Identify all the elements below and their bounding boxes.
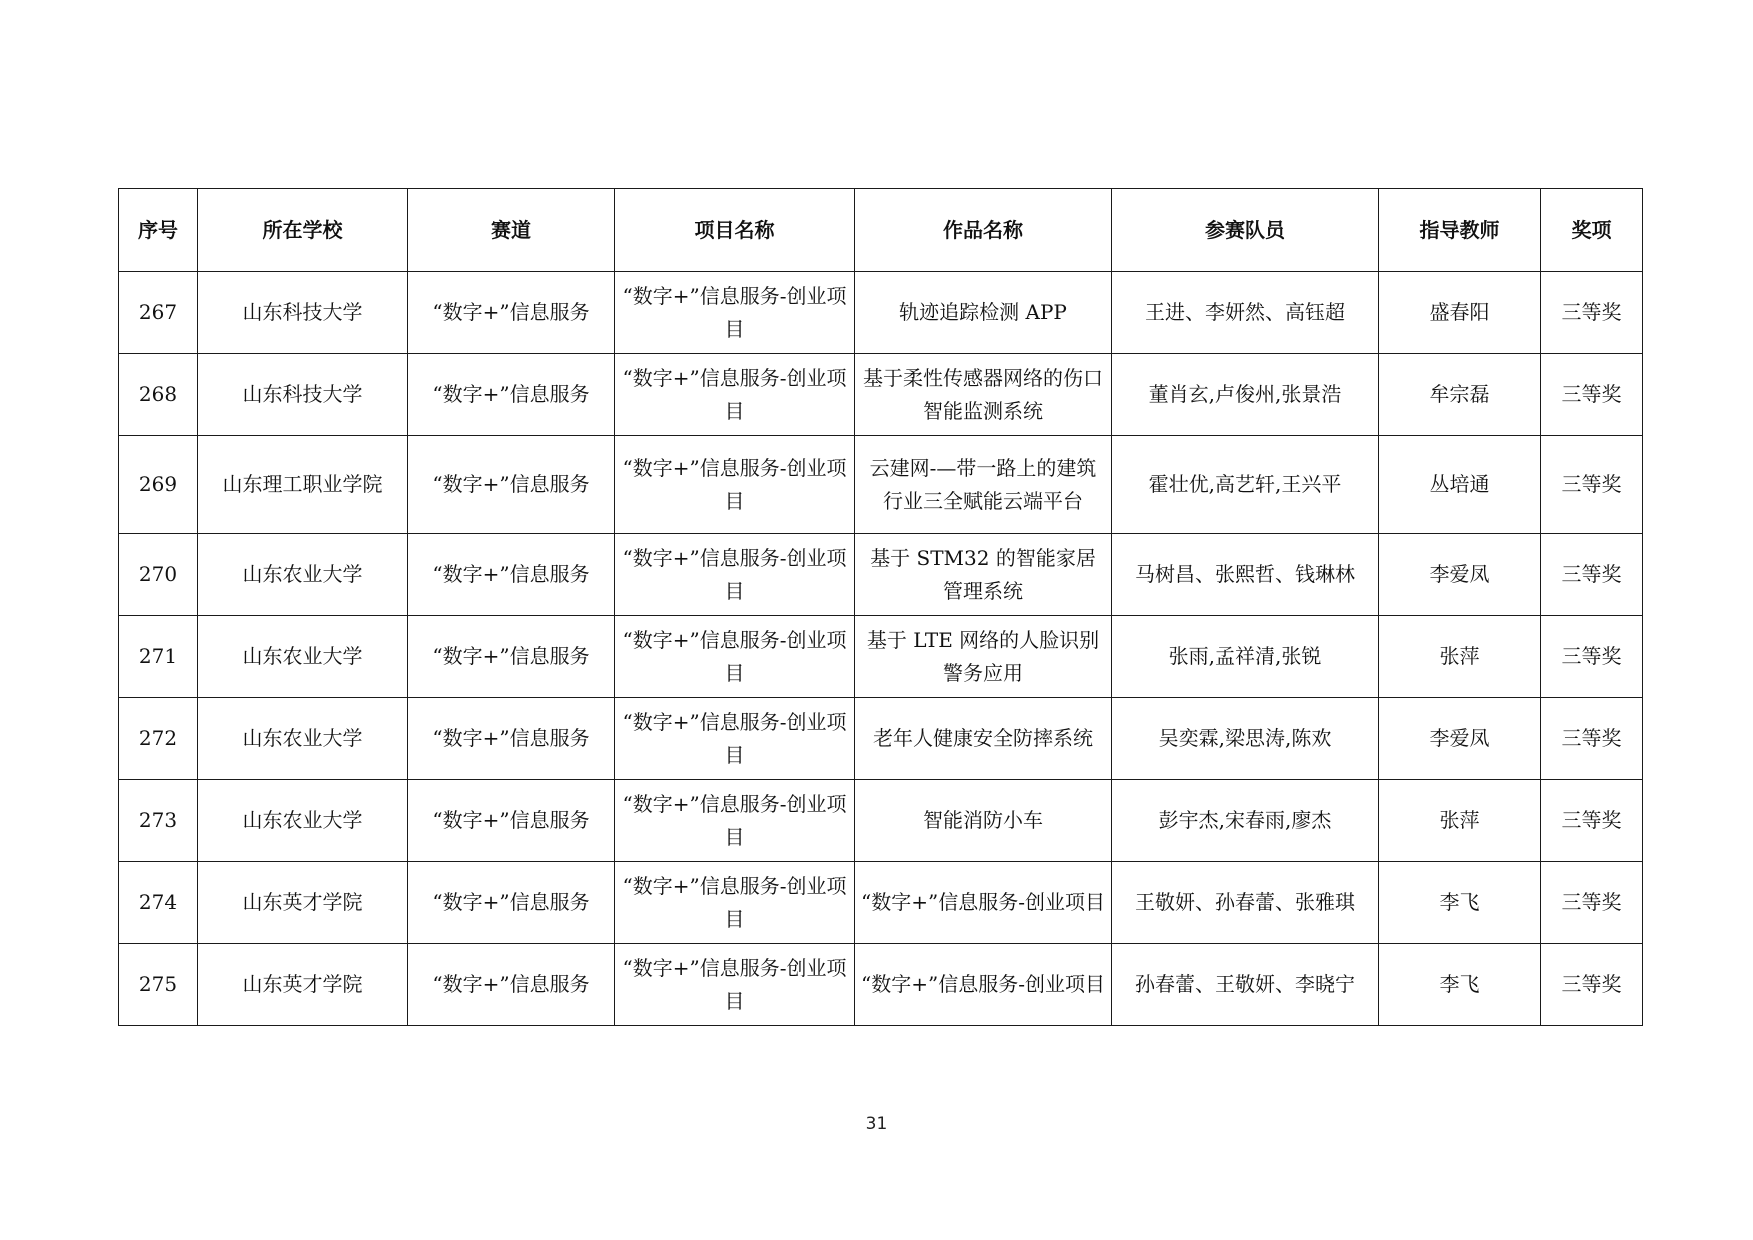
cell-award: 三等奖: [1541, 698, 1643, 780]
cell-track: “数字+”信息服务: [408, 862, 615, 944]
cell-project-name: “数字+”信息服务-创业项目: [615, 272, 855, 354]
cell-school: 山东农业大学: [198, 616, 408, 698]
cell-work-name: 老年人健康安全防摔系统: [855, 698, 1112, 780]
cell-project-name: “数字+”信息服务-创业项目: [615, 698, 855, 780]
cell-advisor: 李飞: [1379, 944, 1541, 1026]
cell-project-name: “数字+”信息服务-创业项目: [615, 862, 855, 944]
cell-advisor: 李飞: [1379, 862, 1541, 944]
cell-school: 山东农业大学: [198, 534, 408, 616]
cell-award: 三等奖: [1541, 272, 1643, 354]
cell-work-name: 智能消防小车: [855, 780, 1112, 862]
cell-school: 山东英才学院: [198, 944, 408, 1026]
cell-track: “数字+”信息服务: [408, 354, 615, 436]
cell-track: “数字+”信息服务: [408, 698, 615, 780]
cell-track: “数字+”信息服务: [408, 272, 615, 354]
cell-serial: 269: [119, 436, 198, 534]
table-row: [119, 862, 1643, 944]
header-track: 赛道: [408, 189, 615, 272]
cell-serial: 270: [119, 534, 198, 616]
cell-advisor: 牟宗磊: [1379, 354, 1541, 436]
cell-work-name: 基于 LTE 网络的人脸识别警务应用: [855, 616, 1112, 698]
page-number: 31: [865, 1114, 888, 1134]
cell-advisor: 丛培通: [1379, 436, 1541, 534]
cell-award: 三等奖: [1541, 436, 1643, 534]
cell-award: 三等奖: [1541, 944, 1643, 1026]
header-serial: 序号: [119, 189, 198, 272]
cell-work-name: “数字+”信息服务-创业项目: [855, 862, 1112, 944]
cell-advisor: 盛春阳: [1379, 272, 1541, 354]
cell-team-members: 霍壮优,高艺轩,王兴平: [1112, 436, 1379, 534]
table-row: [119, 354, 1643, 436]
table-row: [119, 944, 1643, 1026]
cell-work-name: 云建网-—带一路上的建筑行业三全赋能云端平台: [855, 436, 1112, 534]
cell-award: 三等奖: [1541, 862, 1643, 944]
cell-serial: 271: [119, 616, 198, 698]
cell-work-name: “数字+”信息服务-创业项目: [855, 944, 1112, 1026]
cell-advisor: 李爱凤: [1379, 698, 1541, 780]
table-row: [119, 272, 1643, 354]
cell-award: 三等奖: [1541, 354, 1643, 436]
cell-team-members: 王进、李妍然、高钰超: [1112, 272, 1379, 354]
cell-award: 三等奖: [1541, 616, 1643, 698]
table-row: [119, 616, 1643, 698]
header-project-name: 项目名称: [615, 189, 855, 272]
cell-advisor: 李爱凤: [1379, 534, 1541, 616]
cell-project-name: “数字+”信息服务-创业项目: [615, 436, 855, 534]
cell-school: 山东科技大学: [198, 354, 408, 436]
cell-work-name: 基于柔性传感器网络的伤口智能监测系统: [855, 354, 1112, 436]
header-team-members: 参赛队员: [1112, 189, 1379, 272]
cell-serial: 272: [119, 698, 198, 780]
cell-team-members: 董肖玄,卢俊州,张景浩: [1112, 354, 1379, 436]
cell-school: 山东农业大学: [198, 698, 408, 780]
cell-team-members: 彭宇杰,宋春雨,廖杰: [1112, 780, 1379, 862]
cell-serial: 274: [119, 862, 198, 944]
header-work-name: 作品名称: [855, 189, 1112, 272]
cell-track: “数字+”信息服务: [408, 534, 615, 616]
table-row: [119, 780, 1643, 862]
cell-track: “数字+”信息服务: [408, 436, 615, 534]
awards-table: [118, 188, 1643, 1026]
cell-project-name: “数字+”信息服务-创业项目: [615, 780, 855, 862]
cell-track: “数字+”信息服务: [408, 616, 615, 698]
cell-advisor: 张萍: [1379, 616, 1541, 698]
cell-project-name: “数字+”信息服务-创业项目: [615, 616, 855, 698]
header-advisor: 指导教师: [1379, 189, 1541, 272]
cell-school: 山东科技大学: [198, 272, 408, 354]
header-award: 奖项: [1541, 189, 1643, 272]
cell-serial: 267: [119, 272, 198, 354]
cell-team-members: 王敬妍、孙春蕾、张雅琪: [1112, 862, 1379, 944]
cell-team-members: 马树昌、张熙哲、钱琳林: [1112, 534, 1379, 616]
cell-serial: 275: [119, 944, 198, 1026]
table-row: [119, 534, 1643, 616]
table-header-row: [119, 189, 1643, 272]
cell-track: “数字+”信息服务: [408, 780, 615, 862]
cell-serial: 268: [119, 354, 198, 436]
header-school: 所在学校: [198, 189, 408, 272]
table-row: [119, 698, 1643, 780]
cell-project-name: “数字+”信息服务-创业项目: [615, 944, 855, 1026]
cell-award: 三等奖: [1541, 780, 1643, 862]
cell-advisor: 张萍: [1379, 780, 1541, 862]
cell-school: 山东理工职业学院: [198, 436, 408, 534]
cell-work-name: 基于 STM32 的智能家居管理系统: [855, 534, 1112, 616]
cell-project-name: “数字+”信息服务-创业项目: [615, 534, 855, 616]
cell-award: 三等奖: [1541, 534, 1643, 616]
cell-school: 山东农业大学: [198, 780, 408, 862]
cell-team-members: 张雨,孟祥清,张锐: [1112, 616, 1379, 698]
cell-serial: 273: [119, 780, 198, 862]
cell-work-name: 轨迹追踪检测 APP: [855, 272, 1112, 354]
table-row: [119, 436, 1643, 534]
cell-team-members: 吴奕霖,梁思涛,陈欢: [1112, 698, 1379, 780]
cell-school: 山东英才学院: [198, 862, 408, 944]
cell-project-name: “数字+”信息服务-创业项目: [615, 354, 855, 436]
cell-track: “数字+”信息服务: [408, 944, 615, 1026]
cell-team-members: 孙春蕾、王敬妍、李晓宁: [1112, 944, 1379, 1026]
